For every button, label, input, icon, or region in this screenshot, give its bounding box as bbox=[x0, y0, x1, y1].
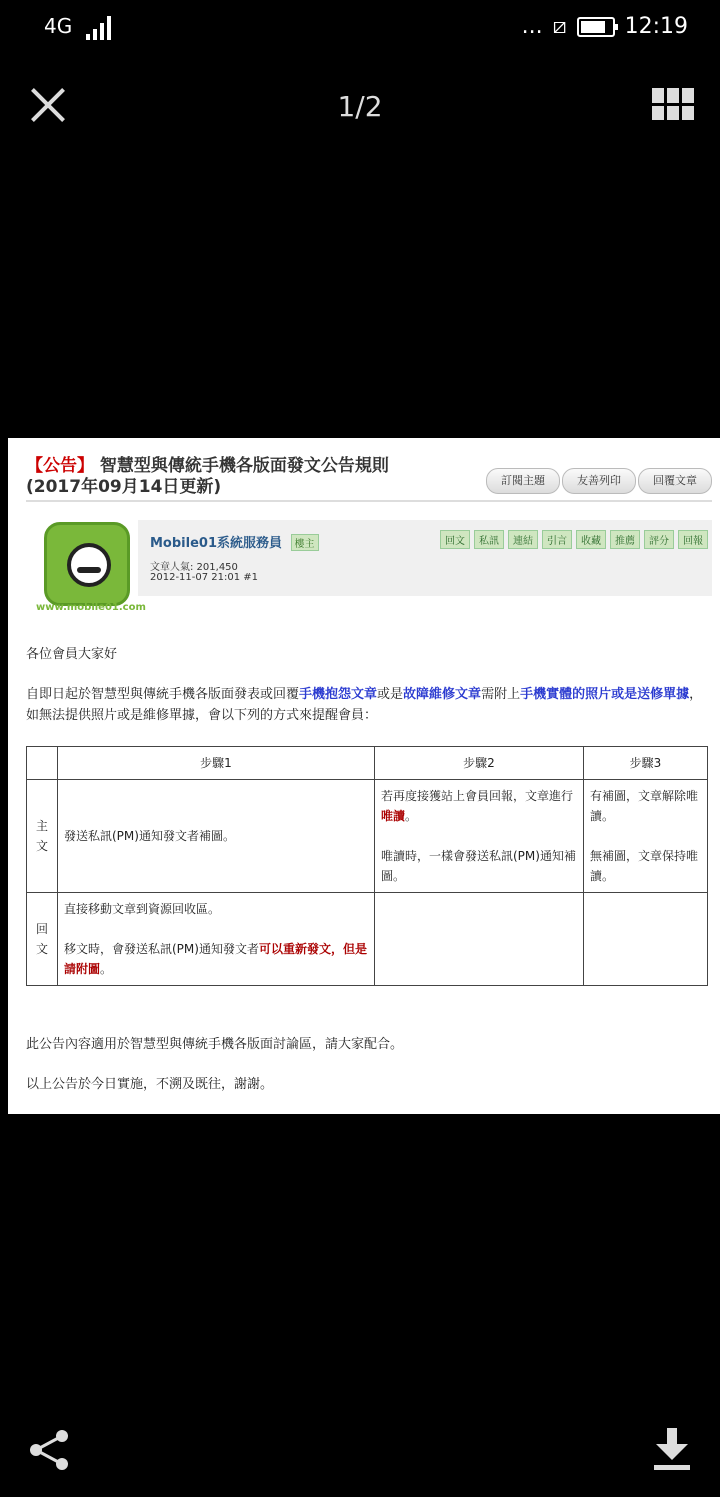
username-text: Mobile01系統服務員 bbox=[150, 536, 282, 551]
avatar bbox=[36, 516, 146, 620]
mobile01-logo bbox=[44, 522, 130, 606]
download-icon[interactable] bbox=[654, 1428, 690, 1470]
action-report[interactable]: 回報 bbox=[678, 530, 708, 549]
cell-text: 直接移動文章到資源回收區。 bbox=[64, 902, 221, 916]
rotate-icon: ⧄ bbox=[552, 14, 567, 39]
row-label-main: 主文 bbox=[27, 780, 58, 893]
intro-text-2: 或是 bbox=[377, 687, 404, 702]
action-pm[interactable]: 私訊 bbox=[474, 530, 504, 549]
intro-highlight-1: 手機抱怨文章 bbox=[299, 687, 378, 702]
action-rate[interactable]: 評分 bbox=[644, 530, 674, 549]
intro-text-3: 需附上 bbox=[481, 687, 521, 702]
header-step2: 步驟2 bbox=[375, 747, 584, 780]
signal-icon bbox=[86, 16, 116, 40]
title-tag: 【公告】 bbox=[26, 456, 94, 476]
viewer-toolbar bbox=[0, 70, 720, 144]
author-box bbox=[138, 520, 712, 596]
op-badge: 樓主 bbox=[291, 534, 319, 551]
reply-button[interactable]: 回覆文章 bbox=[638, 468, 712, 494]
grid-view-icon[interactable] bbox=[652, 88, 694, 120]
cell-text: 。 bbox=[405, 809, 418, 823]
clock: 12:19 bbox=[624, 14, 688, 39]
more-indicator: ... bbox=[521, 14, 543, 39]
cell-bold: 可以重新發文，但是請附圖 bbox=[64, 942, 367, 976]
share-icon[interactable] bbox=[28, 1428, 72, 1472]
viewer-bottom-bar bbox=[0, 1414, 720, 1484]
rules-table bbox=[26, 746, 708, 986]
cell-main-step3 bbox=[584, 780, 708, 893]
intro-text-1: 自即日起於智慧型與傳統手機各版面發表或回覆 bbox=[26, 687, 300, 702]
status-bar bbox=[0, 0, 720, 60]
document-image[interactable] bbox=[8, 438, 720, 1114]
note-effective: 以上公告於今日實施，不溯及既往，謝謝。 bbox=[26, 1077, 274, 1092]
network-indicator: 4G bbox=[44, 14, 73, 38]
table-row bbox=[27, 893, 708, 986]
intro-text-4: ，如無法提供照片或是維修單據，會以下列的方式來提醒會員： bbox=[26, 687, 703, 723]
popularity: 文章人氣: 201,450 bbox=[150, 562, 238, 573]
author-name bbox=[150, 532, 319, 551]
post-time: 2012-11-07 21:01 #1 bbox=[150, 572, 259, 583]
intro-highlight-3: 手機實體的照片或是送修單據 bbox=[520, 687, 690, 702]
table-corner bbox=[27, 747, 58, 780]
row-label-reply: 回文 bbox=[27, 893, 58, 986]
cell-main-step2 bbox=[375, 780, 584, 893]
subscribe-button[interactable]: 訂閱主題 bbox=[486, 468, 560, 494]
greeting: 各位會員大家好 bbox=[26, 647, 118, 662]
cell-reply-step1 bbox=[58, 893, 375, 986]
title-text: 智慧型與傳統手機各版面發文公告規則 (2017年09月14日更新) bbox=[26, 456, 389, 497]
page-indicator: 1/2 bbox=[337, 90, 383, 123]
action-reply[interactable]: 回文 bbox=[440, 530, 470, 549]
cell-reply-step3 bbox=[584, 893, 708, 986]
cell-text: 移文時，會發送私訊(PM)通知發文者 bbox=[64, 942, 259, 956]
post-title bbox=[26, 456, 436, 498]
print-button[interactable]: 友善列印 bbox=[562, 468, 636, 494]
cell-main-step1: 發送私訊(PM)通知發文者補圖。 bbox=[58, 780, 375, 893]
cell-text: 若再度接獲站上會員回報，文章進行 bbox=[381, 789, 574, 803]
cell-reply-step2 bbox=[375, 893, 584, 986]
logo-url: www.mobile01.com bbox=[36, 602, 146, 613]
cell-bold: 唯讀 bbox=[381, 809, 406, 823]
cell-text: 唯讀時，一樣會發送私訊(PM)通知補圖。 bbox=[381, 849, 576, 883]
header-step3: 步驟3 bbox=[584, 747, 708, 780]
post-buttons bbox=[486, 468, 712, 494]
cell-text: 。 bbox=[100, 962, 113, 976]
post-actions bbox=[440, 530, 708, 549]
intro-paragraph bbox=[26, 684, 706, 726]
table-row bbox=[27, 780, 708, 893]
header-step1: 步驟1 bbox=[58, 747, 375, 780]
note-scope: 此公告內容適用於智慧型與傳統手機各版面討論區，請大家配合。 bbox=[26, 1037, 404, 1052]
intro-highlight-2: 故障維修文章 bbox=[403, 687, 482, 702]
action-quote[interactable]: 引言 bbox=[542, 530, 572, 549]
action-link[interactable]: 連結 bbox=[508, 530, 538, 549]
battery-icon bbox=[577, 17, 615, 37]
table-row bbox=[27, 747, 708, 780]
cell-text: 有補圖，文章解除唯讀。 bbox=[590, 789, 699, 823]
action-favorite[interactable]: 收藏 bbox=[576, 530, 606, 549]
divider bbox=[26, 500, 712, 502]
cell-text: 無補圖，文章保持唯讀。 bbox=[590, 849, 699, 883]
action-recommend[interactable]: 推薦 bbox=[610, 530, 640, 549]
